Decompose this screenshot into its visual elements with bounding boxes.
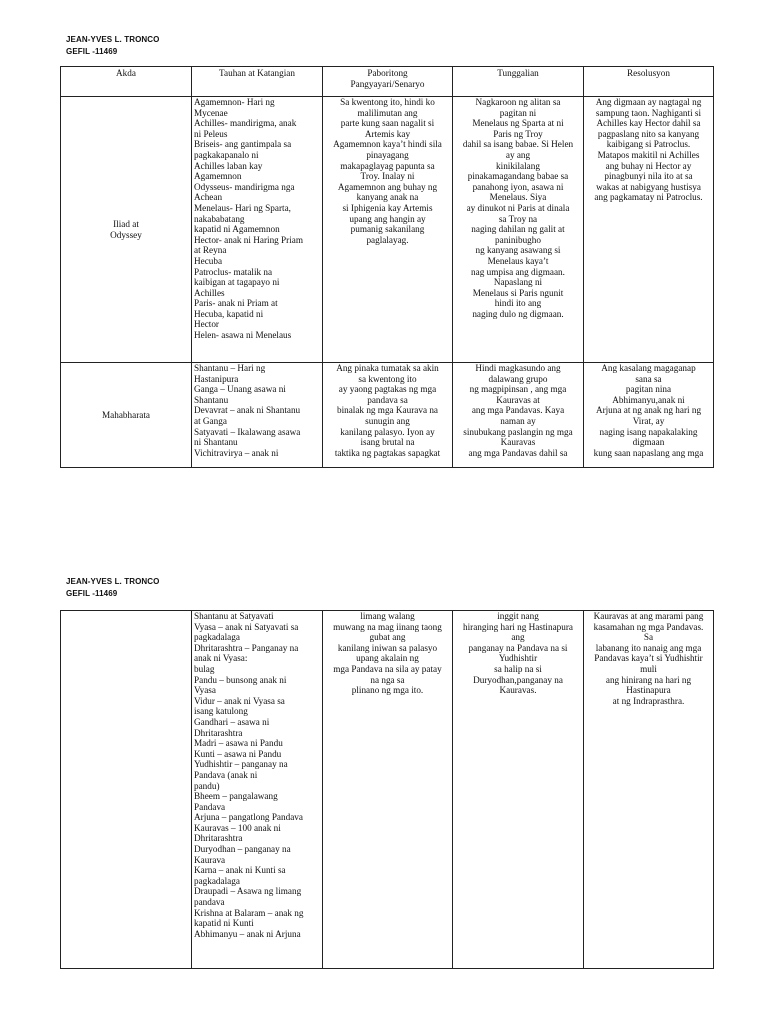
column-header-tunggalian: Tunggalian bbox=[453, 67, 584, 97]
paborito-cell: Sa kwentong ito, hindi ko malilimutan ang parte kung saan nagalit si Artemis kay Agamemnon kaya’t hindi sila pinayagang makapaglayag papunta sa Troy. Inalay ni Agamemnon ang buhay ng kanyang anak na si Iphigenia kay Artemis upang ang hangin ay pumanig sakanilang paglalayag. bbox=[323, 97, 453, 363]
column-header-paborito: Paboritong Pangyayari/Senaryo bbox=[323, 67, 453, 97]
resolusyon-cell: Kauravas at ang marami pang kasamahan ng mga Pandavas. Sa labanang ito nanaig ang mga Pandavas kaya’t si Yudhishtir muli ang hinirang na hari ng Hastinapura at ng Indraprasthra. bbox=[584, 611, 714, 969]
course-code: GEFIL -11469 bbox=[66, 47, 118, 56]
author-name: JEAN-YVES L. TRONCO bbox=[66, 35, 160, 44]
tunggalian-cell: Nagkaroon ng alitan sa pagitan ni Menelaus ng Sparta at ni Paris ng Troy dahil sa isang babae. Si Helen ay ang kinikilalang pinakamagandang babae sa panahong iyon, asawa ni Menelaus. Siya ay dinukot ni Paris at dinala sa Troy na naging dahilan ng galit at paninibugho ng kanyang asawang si Menelaus kaya’t nag umpisa ang digmaan. Napaslang ni Menelaus si Paris ngunit hindi ito ang naging dulo ng digmaan. bbox=[453, 97, 584, 363]
tunggalian-cell: Hindi magkasundo ang dalawang grupo ng magpipinsan , ang mga Kauravas at ang mga Pandavas. Kaya naman ay sinubukang paslangin ng mga Kauravas ang mga Pandavas dahil sa bbox=[453, 363, 584, 468]
akda-cell: Mahabharata bbox=[61, 363, 192, 468]
resolusyon-cell: Ang digmaan ay nagtagal ng sampung taon. Naghiganti si Achilles kay Hector dahil sa pagpaslang nito sa kanyang kaibigang si Patroclus. Matapos makitil ni Achilles ang buhay ni Hector ay pinagbunyi nila ito at sa wakas at nabigyang hustisya ang pagkamatay ni Patroclus. bbox=[584, 97, 714, 363]
akda-cell bbox=[61, 611, 192, 969]
table-header-row bbox=[61, 67, 714, 97]
literature-table-page2 bbox=[60, 610, 714, 969]
tauhan-cell: Shantanu at Satyavati Vyasa – anak ni Satyavati sa pagkadalaga Dhritarashtra – Panganay na anak ni Vyasa: bulag Pandu – bunsong anak ni Vyasa Vidur – anak ni Vyasa sa isang katulong Gandhari – asawa ni Dhritarashtra Madri – asawa ni Pandu Kunti – asawa ni Pandu Yudhishtir – panganay na Pandava (anak ni pandu) Bheem – pangalawang Pandava Arjuna – pangatlong Pandava Kauravas – 100 anak ni Dhritarashtra Duryodhan – panganay na Kaurava Karna – anak ni Kunti sa pagkadalaga Draupadi – Asawa ng limang pandava Krishna at Balaram – anak ng kapatid ni Kunti Abhimanyu – anak ni Arjuna bbox=[192, 611, 323, 969]
course-code: GEFIL -11469 bbox=[66, 589, 118, 598]
column-header-tauhan: Tauhan at Katangian bbox=[192, 67, 323, 97]
page1-header bbox=[66, 34, 159, 58]
akda-cell: Iliad at Odyssey bbox=[61, 97, 192, 363]
literature-table-page1 bbox=[60, 66, 714, 468]
author-name: JEAN-YVES L. TRONCO bbox=[66, 577, 160, 586]
paborito-cell: Ang pinaka tumatak sa akin sa kwentong ito ay yaong pagtakas ng mga pandava sa binalak ng mga Kaurava na sunugin ang kanilang palasyo. Iyon ay isang brutal na taktika ng pagtakas sapagkat bbox=[323, 363, 453, 468]
tauhan-cell: Shantanu – Hari ng Hastanipura Ganga – Unang asawa ni Shantanu Devavrat – anak ni Shantanu at Ganga Satyavati – Ikalawang asawa ni Shantanu Vichitravirya – anak ni bbox=[192, 363, 323, 468]
column-header-resolusyon: Resolusyon bbox=[584, 67, 714, 97]
resolusyon-cell: Ang kasalang magaganap sana sa pagitan nina Abhimanyu,anak ni Arjuna at ng anak ng hari ng Virat, ay naging isang napakalaking digmaan kung saan napaslang ang mga bbox=[584, 363, 714, 468]
table-row bbox=[61, 611, 714, 969]
paborito-cell: limang walang muwang na mag iinang taong gubat ang kanilang iniwan sa palasyo upang akalain ng mga Pandava na sila ay patay na nga sa plinano ng mga ito. bbox=[323, 611, 453, 969]
table-row bbox=[61, 97, 714, 363]
tauhan-cell: Agamemnon- Hari ng Mycenae Achilles- mandirigma, anak ni Peleus Briseis- ang gantimpala sa pagkakapanalo ni Achilles laban kay Agamemnon Odysseus- mandirigma nga Achean Menelaus- Hari ng Sparta, nakababatang kapatid ni Agamemnon Hector- anak ni Haring Priam at Reyna Hecuba Patroclus- matalik na kaibigan at tagapayo ni Achilles Paris- anak ni Priam at Hecuba, kapatid ni Hector Helen- asawa ni Menelaus bbox=[192, 97, 323, 363]
page2-header bbox=[66, 576, 159, 600]
table-row bbox=[61, 363, 714, 468]
tunggalian-cell: inggit nang hiranging hari ng Hastinapura ang panganay na Pandava na si Yudhishtir sa halip na si Duryodhan,panganay na Kauravas. bbox=[453, 611, 584, 969]
column-header-akda: Akda bbox=[61, 67, 192, 97]
